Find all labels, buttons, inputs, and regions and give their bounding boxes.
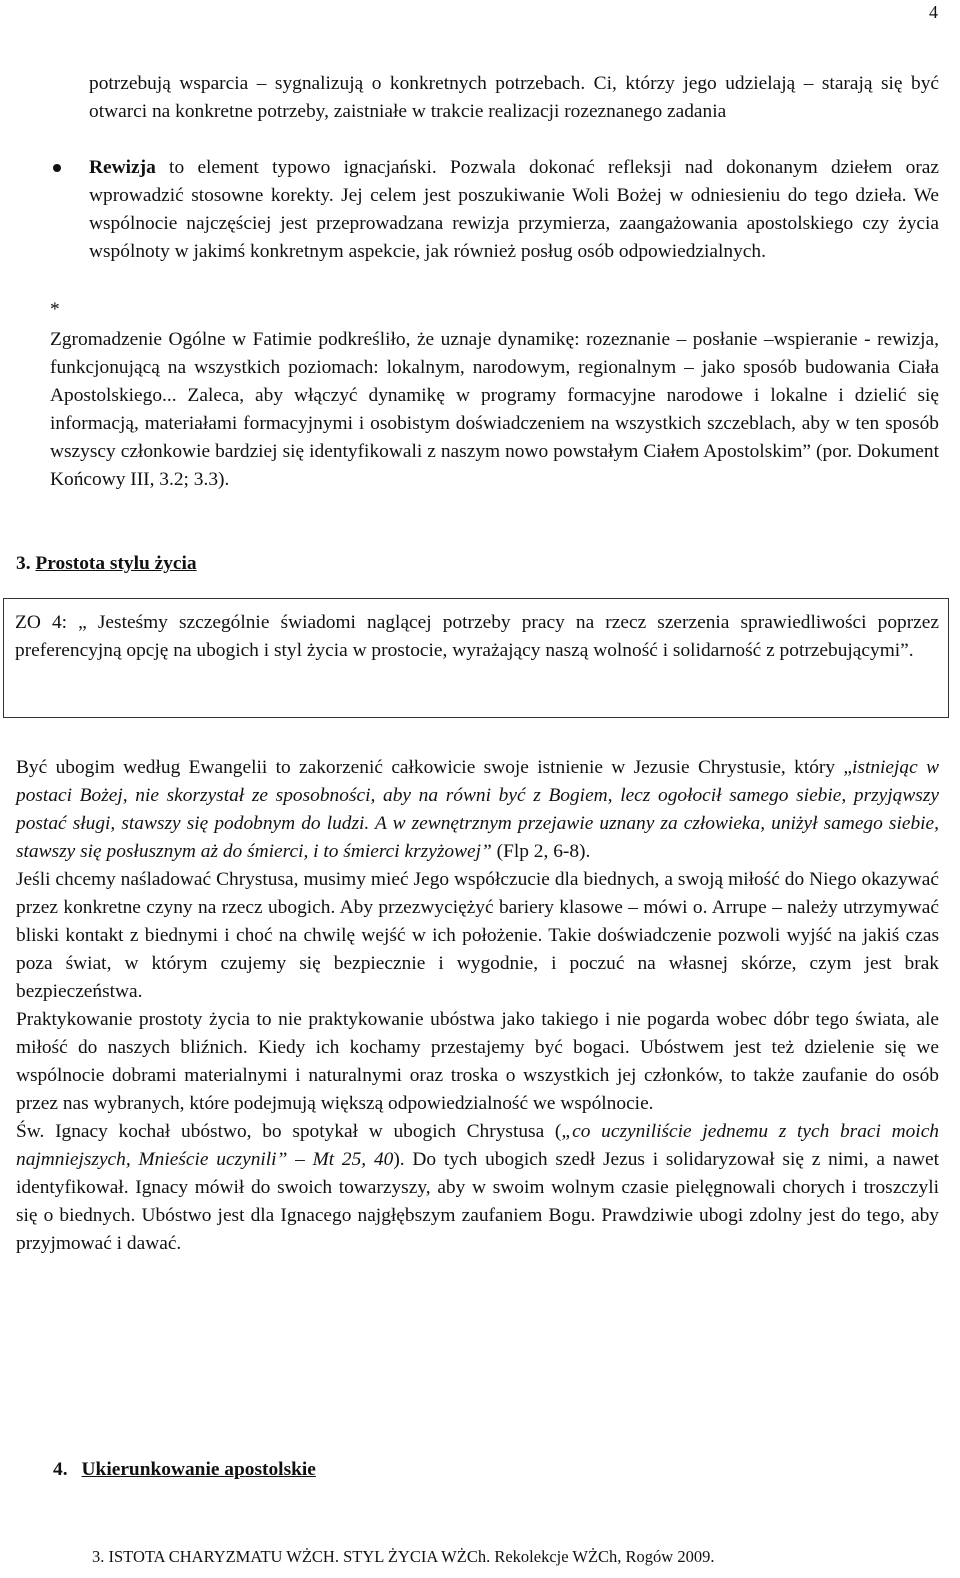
main-body	[16, 754, 939, 1258]
paragraph-poverty-gospel	[16, 754, 939, 866]
section-4-number: 4.	[53, 1459, 68, 1480]
bullet-term: Rewizja	[89, 157, 156, 178]
paragraph-ignatius	[16, 1118, 939, 1258]
bullet-dot-icon	[53, 164, 61, 172]
p1-ref: (Flp 2, 6-8).	[491, 841, 591, 862]
page-footer: 3. ISTOTA CHARYZMATU WŻCH. STYL ŻYCIA WŻCh. Rekolekcje WŻCh, Rogów 2009.	[92, 1547, 715, 1566]
fatima-paragraph: Zgromadzenie Ogólne w Fatimie podkreśliło, że uznaje dynamikę: rozeznanie – posłanie –wspieranie - rewizja, funkcjonującą na wszystkich poziomach: lokalnym, narodowym, regionalnym – jako sposób budowania Ciała Apostolskiego... Zaleca, aby włączyć dynamikę w programy formacyjne narodowe i lokalne i dzielić się informacją, materiałami formacyjnymi i osobistym doświadczeniem na wszystkich szczeblach, aby w ten sposób wszyscy członkowie bardziej się identyfikowali z naszym nowo powstałym Ciałem Apostolskim” (por. Dokument Końcowy III, 3.2; 3.3).	[50, 329, 939, 490]
p1-intro: Być ubogim według Ewangelii to zakorzenić całkowicie swoje istnienie w Jezusie Chrystusie, który „	[16, 757, 853, 778]
section-4-heading	[53, 1456, 316, 1484]
bullet-list	[89, 154, 939, 266]
bullet-body: to element typowo ignacjański. Pozwala dokonać refleksji nad dokonanym dziełem oraz wprowadzić stosowne korekty. Jej celem jest poszukiwanie Woli Bożej w odniesieniu do tego dzieła. We wspólnocie najczęściej jest przeprowadzana rewizja przymierza, zaangażowania apostolskiego czy życia wspólnoty w jakimś konkretnym aspekcie, jak również posług osób odpowiedzialnych.	[89, 157, 939, 262]
paragraph-imitate-christ: Jeśli chcemy naśladować Chrystusa, musimy mieć Jego współczucie dla biednych, a swoją miłość do Niego okazywać przez konkretne czyny na rzecz ubogich. Aby przezwyciężyć bariery klasowe – mówi o. Arrupe – należy utrzymywać bliski kontakt z biednymi i choć na chwilę wejść w ich położenie. Takie doświadczenie pozwoli wyjść na jakiś czas poza świat, w którym czujemy się bezpiecznie i wygodnie, i poczuć na własnej skórze, czym jest brak bezpieczeństwa.	[16, 869, 939, 1002]
section-4-title: Ukierunkowanie apostolskie	[81, 1459, 316, 1480]
p4-rest: ). Do tych ubogich szedł Jezus i solidaryzował się z nimi, a nawet identyfikował. Ignacy mówił do swoich towarzyszy, aby w swoim wolnym czasie pielęgnowali chorych i troszczyli się o biednych. Ubóstwo jest dla Ignacego najgłębszym zaufaniem Bogu. Prawdziwie ubogi zdolny jest do tego, aby przyjmować i dawać.	[16, 1149, 940, 1254]
p1-quote: istniejąc w postaci Bożej, nie skorzystał ze sposobności, aby na równi być z Bogiem, lecz ogołocił samego siebie, przyjąwszy postać sługi, stawszy się podobnym do ludzi. A w zewnętrznym przejawie uznany za człowieka, uniżył samego siebie, stawszy się posłusznym aż do śmierci, i to śmierci krzyżowej”	[16, 757, 939, 862]
p4-intro: Św. Ignacy kochał ubóstwo, bo spotykał w ubogich Chrystusa (	[16, 1121, 562, 1142]
bullet-item-rewizja	[89, 154, 939, 266]
page-number: 4	[929, 2, 938, 22]
intro-paragraph: potrzebują wsparcia – sygnalizują o konkretnych potrzebach. Ci, którzy jego udzielają – starają się być otwarci na konkretne potrzeby, zaistniałe w trakcie realizacji rozeznanego zadania	[89, 73, 939, 122]
asterisk-separator: *	[50, 299, 60, 320]
bullet-text	[89, 154, 939, 266]
zo-quote-text: ZO 4: „ Jesteśmy szczególnie świadomi naglącej potrzeby pracy na rzecz szerzenia sprawiedliwości poprzez preferencyjną opcję na ubogich i styl życia w prostocie, wyrażający naszą wolność i solidarność z potrzebującymi”.	[15, 612, 939, 661]
section-3-heading	[16, 550, 197, 578]
section-3-number: 3.	[16, 553, 31, 574]
p4-quote: „co uczyniliście jednemu z tych braci moich najmniejszych, Mnieście uczynili” – Mt 25, 40	[16, 1121, 940, 1170]
section-3-title: Prostota stylu życia	[35, 553, 197, 574]
paragraph-simplicity: Praktykowanie prostoty życia to nie praktykowanie ubóstwa jako takiego i nie pogarda wobec dóbr tego świata, ale miłość do naszych bliźnich. Kiedy ich kochamy przestajemy być bogaci. Ubóstwem jest też dzielenie się we wspólnocie dobrami materialnymi i naturalnymi oraz troska o wszystkich jej członków, to także zaufanie do osób przez nas wybranych, które podejmują większą odpowiedzialność we wspólnocie.	[16, 1009, 939, 1114]
zo-quote-box	[3, 598, 949, 718]
